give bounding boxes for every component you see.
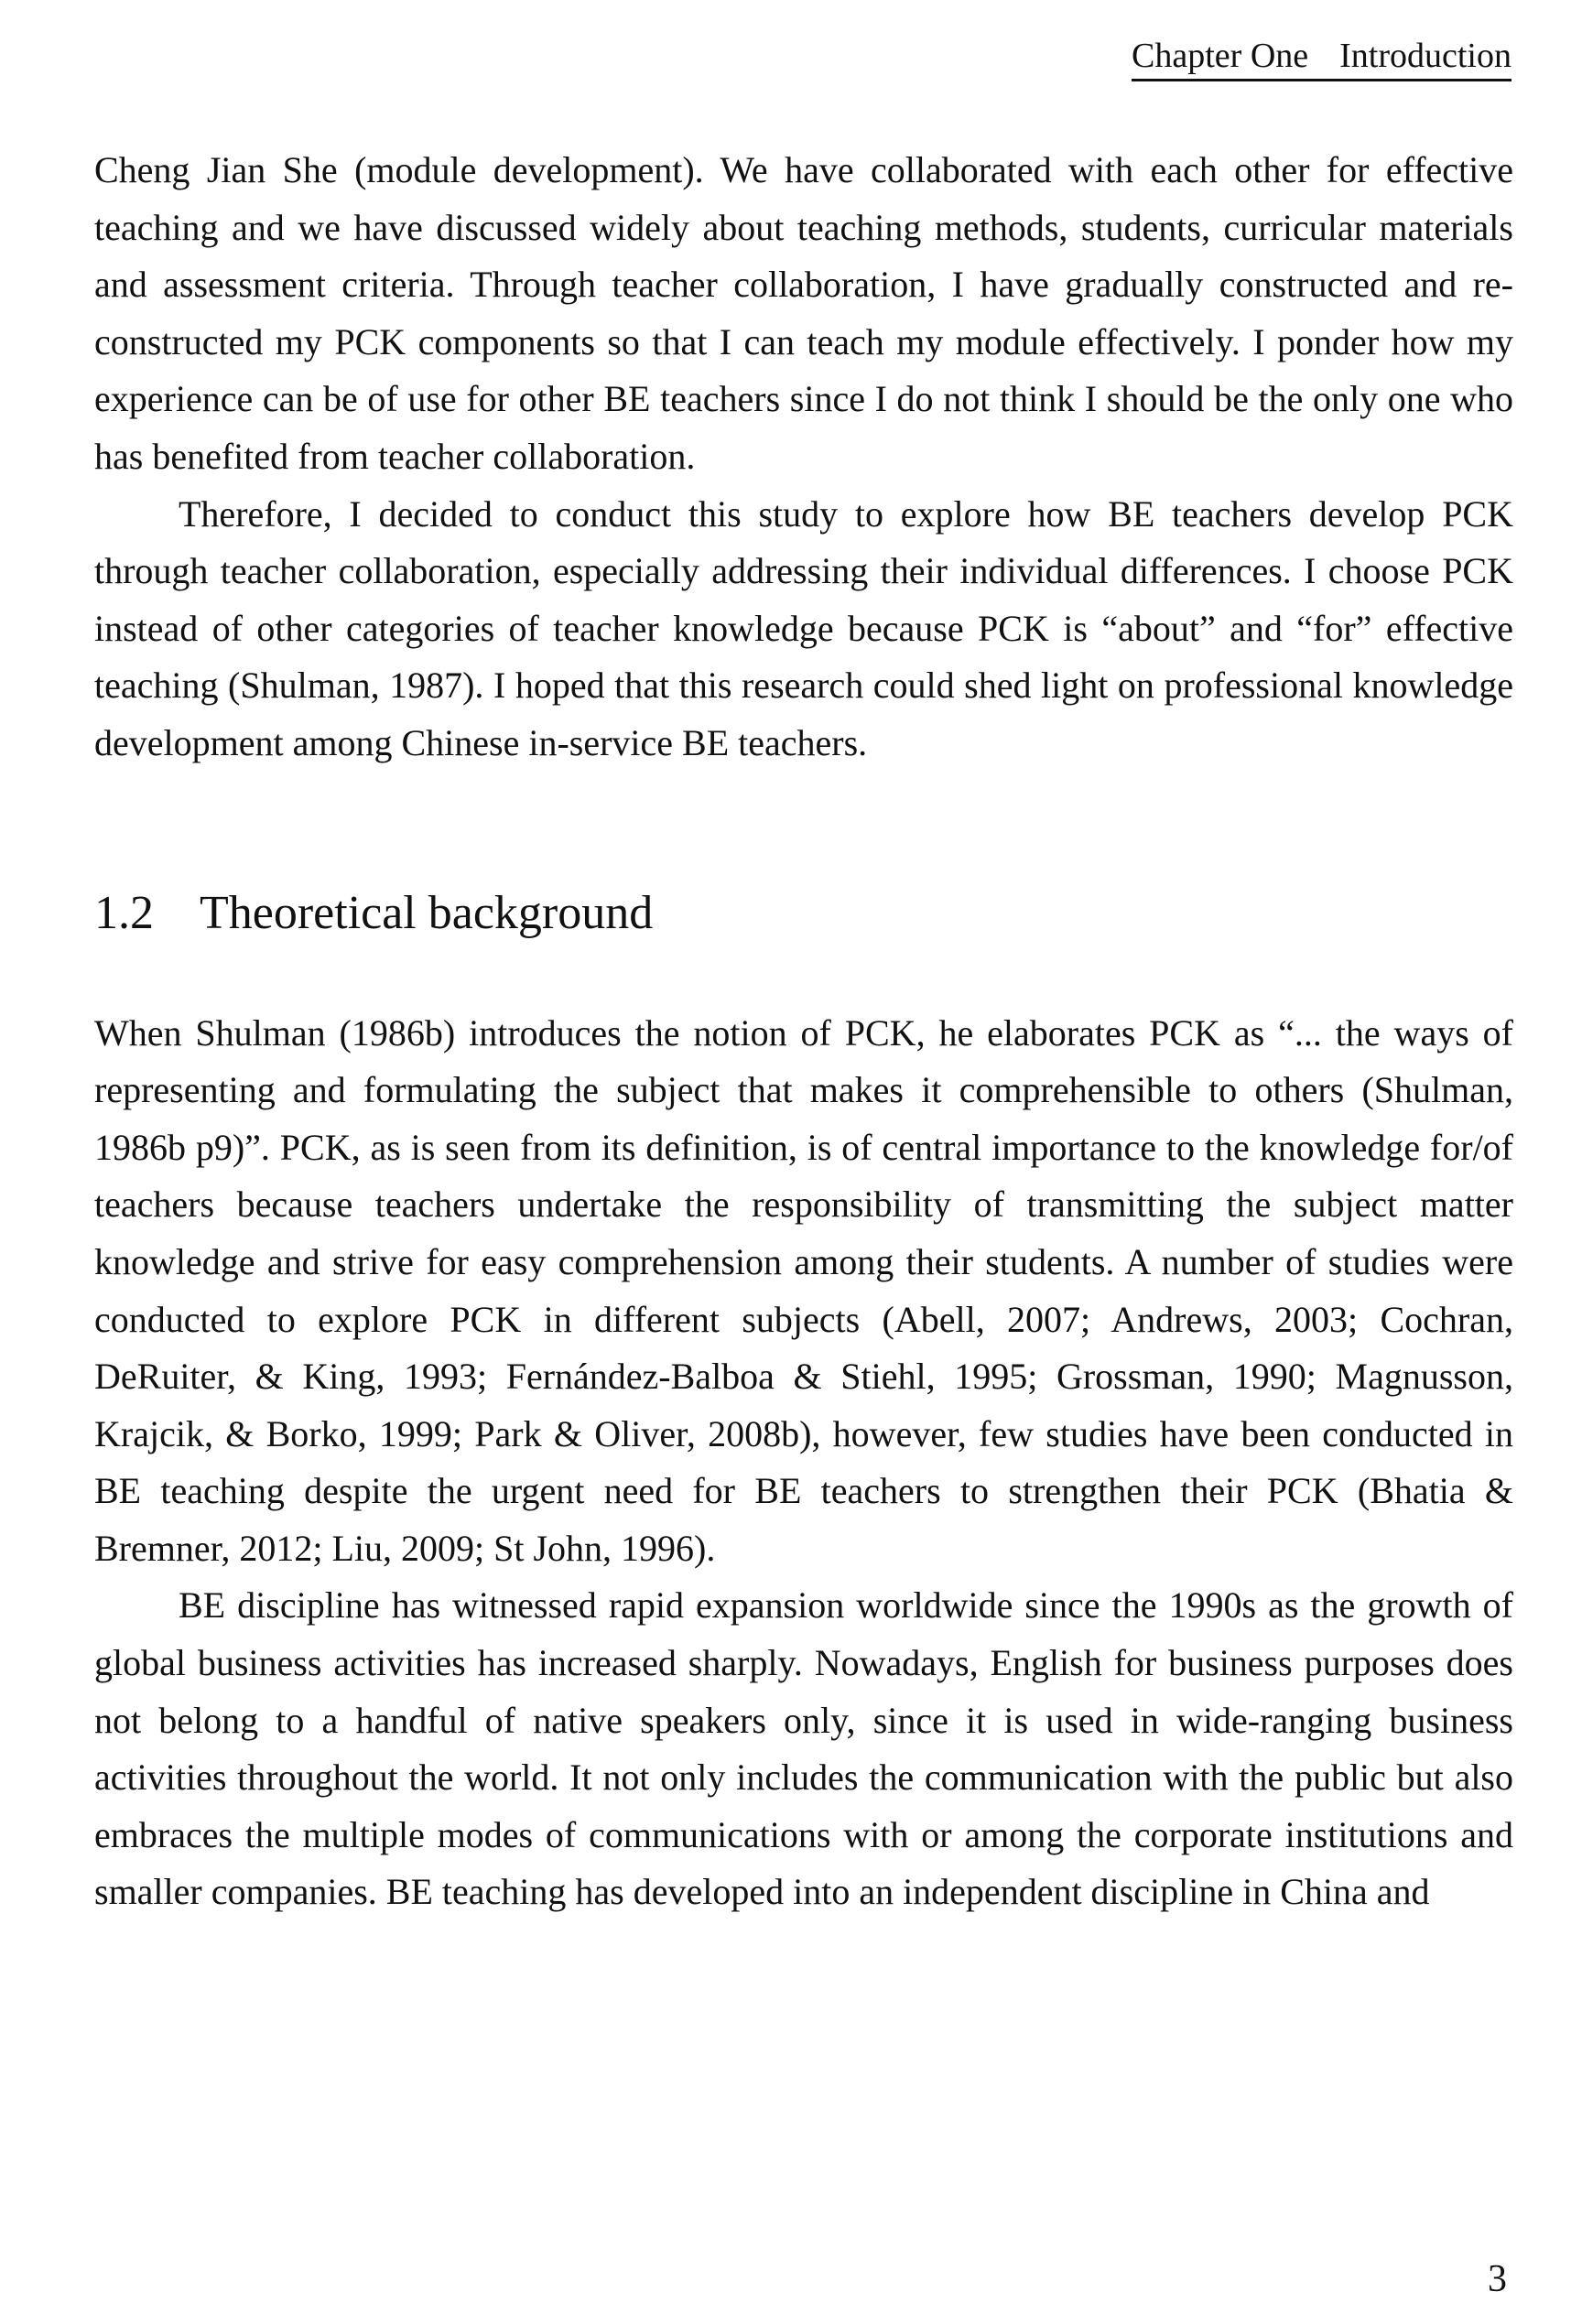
paragraph-shulman: When Shulman (1986b) introduces the notion of PCK, he elaborates PCK as “... the ways of representing and formulating the subject that makes it comprehensible to others (Shulman, 1986b p9)”. PCK, as is seen from its definition, is of central importance to the knowledge for/of teachers because teachers undertake the responsibility of transmitting the subject matter knowledge and strive for easy comprehension among their students. A number of studies were conducted to explore PCK in different subjects (Abell, 2007; Andrews, 2003; Cochran, DeRuiter, & King, 1993; Fernández-Balboa & Stiehl, 1995; Grossman, 1990; Magnusson, Krajcik, & Borko, 1999; Park & Oliver, 2008b), however, few studies have been conducted in BE teaching despite the urgent need for BE teachers to strengthen their PCK (Bhatia & Bremner, 2012; Liu, 2009; St John, 1996). (94, 1011, 1513, 1569)
header-title: Introduction (1339, 37, 1511, 75)
page-number: 3 (1488, 2258, 1507, 2300)
section-title: Theoretical background (200, 886, 654, 939)
header-chapter: Chapter One (1132, 37, 1309, 75)
page-body (94, 142, 1513, 1921)
section-number: 1.2 (94, 886, 154, 939)
running-header (1132, 35, 1511, 81)
paragraph-continued: Cheng Jian She (module development). We have collaborated with each other for effective teaching and we have discussed widely about teaching methods, students, curricular materials and assessment criteria. Through teacher collaboration, I have gradually constructed and re-constructed my PCK components so that I can teach my module effectively. I ponder how my experience can be of use for other BE teachers since I do not think I should be the only one who has benefited from teacher collaboration. (94, 149, 1513, 477)
paragraph-therefore: Therefore, I decided to conduct this study to explore how BE teachers develop PCK through teacher collaboration, especially addressing their individual differences. I choose PCK instead of other categories of teacher knowledge because PCK is “about” and “for” effective teaching (Shulman, 1987). I hoped that this research could shed light on professional knowledge development among Chinese in-service BE teachers. (94, 492, 1513, 763)
section-heading (94, 884, 1513, 943)
paragraph-be-discipline: BE discipline has witnessed rapid expansion worldwide since the 1990s as the growth of global business activities has increased sharply. Nowadays, English for business purposes does not belong to a handful of native speakers only, since it is used in wide-ranging business activities throughout the world. It not only includes the communication with the public but also embraces the multiple modes of communications with or among the corporate institutions and smaller companies. BE teaching has developed into an independent discipline in China and (94, 1584, 1513, 1913)
